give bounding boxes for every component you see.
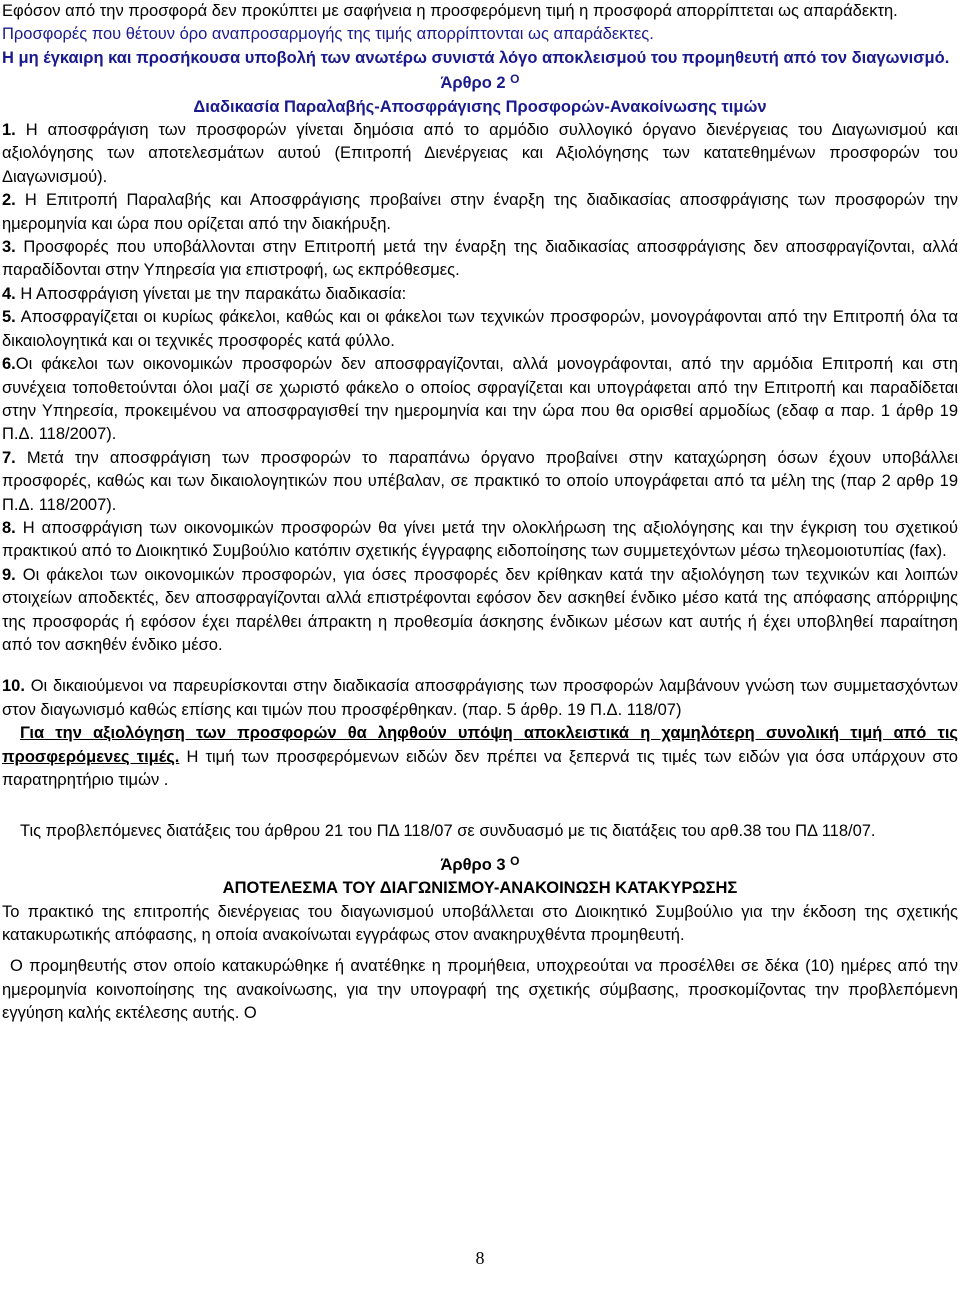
evaluation-paragraph: Για την αξιολόγηση των προσφορών θα ληφθούν υπόψη αποκλειστικά η χαμηλότερη συνολική τιμή από τις προσφερόμενες τιμές. Η τιμή των προσφερόμενων ειδών δεν πρέπει να ξεπερνά τις τιμές των ειδών για όσα υπάρχουν στο παρατηρητήριο τιμών . bbox=[2, 724, 958, 789]
list-item: 8. Η αποσφράγιση των οικονομικών προσφορών θα γίνει μετά την ολοκλήρωση της αξιολόγησης και την έγκριση του σχετικού πρακτικού από το Διοικητικό Συμβούλιο κατόπιν σχετικής έγγραφης ειδοποίησης των συμμετεχόντων μέσω τηλεομοιοτυπίας (fax). bbox=[2, 518, 958, 561]
intro-line-2: Προσφορές που θέτουν όρο αναπροσαρμογής της τιμής απορρίπτονται ως απαράδεκτες. bbox=[2, 25, 654, 44]
intro-line-1: Εφόσον από την προσφορά δεν προκύπτει με σαφήνεια η προσφερόμενη τιμή η προσφορά απορρίπτεται ως απαράδεκτη. bbox=[2, 2, 898, 20]
spacer bbox=[2, 792, 958, 814]
document-page bbox=[2, 0, 958, 1026]
provisions-paragraph: Τις προβλεπόμενες διατάξεις του άρθρου 21 του ΠΔ 118/07 σε συνδυασμό με τις διατάξεις του αρθ.38 του ΠΔ 118/07. bbox=[20, 822, 876, 841]
article-2-subtitle: Διαδικασία Παραλαβής-Αποσφράγισης Προσφορών-Ανακοίνωσης τιμών bbox=[193, 97, 767, 116]
article-2-title: Άρθρο 2 $^O$ bbox=[440, 72, 520, 93]
intro-line-3: Η μη έγκαιρη και προσήκουσα υποβολή των ανωτέρω συνιστά λόγο αποκλεισμού του προμηθευτή από τον διαγωνισμό. bbox=[2, 48, 950, 67]
list-item: 6.Οι φάκελοι των οικονομικών προσφορών δεν αποσφραγίζονται, αλλά μονογράφονται, από την αρμόδια Επιτροπή και στη συνέχεια τοποθετούνται όλοι μαζί σε χωριστό φάκελο ο οποίος σφραγίζεται και υπογράφεται από την Επιτροπή και παραδίδεται στην Υπηρεσία, προκειμένου να αποσφραγισθεί την ημερομηνία και την ώρα που θα ορισθεί αρμοδίως (εδαφ α παρ. 1 άρθρ 19 Π.Δ. 118/2007). bbox=[2, 355, 958, 444]
spacer bbox=[2, 657, 958, 675]
article-3-title: Άρθρο 3 $^O$ bbox=[440, 853, 520, 874]
article-3-paragraph-1: Το πρακτικό της επιτροπής διενέργειας του διαγωνισμού υποβάλλεται στο Διοικητικό Συμβούλιο για την έκδοση της σχετικής κατακυρωτικής απόφασης, η οποία ανακοίνωται εγγράφως στον ανακηρυχθέντα προμηθευτή. bbox=[2, 902, 958, 945]
list-item: 5. Αποσφραγίζεται οι κυρίως φάκελοι, καθώς και οι φάκελοι των τεχνικών προσφορών, μονογράφονται από την Επιτροπή όλα τα δικαιολογητικά και οι τεχνικές προσφορές κατά φύλλο. bbox=[2, 308, 958, 350]
list-item: 1. Η αποσφράγιση των προσφορών γίνεται δημόσια από το αρμόδιο συλλογικό όργανο διενέργειας του Διαγωνισμού και αξιολόγησης των αποτελεσμάτων αυτού (Επιτροπή Διενέργειας και Αξιολόγησης των κατατεθημένων προσφορών του Διαγωνισμού). bbox=[2, 121, 958, 186]
list-item: 9. Οι φάκελοι των οικονομικών προσφορών, για όσες προσφορές δεν κρίθηκαν κατά την αξιολόγηση των τεχνικών και λοιπών στοιχείων αποδεκτές, δεν αποσφραγίζονται αλλά επιστρέφονται εφόσον δεν ασκηθεί ένδικο μέσο κατά της απόφασης απόρριψης της προσφοράς ή εφόσον έχει παρέλθει άπρακτη η προθεσμία άσκησης ένδικων μέσων κατ αυτής ή έχει υποβληθεί παραίτηση από τον ασκηθέν ένδικο μέσο. bbox=[2, 565, 958, 654]
list-item: 3. Προσφορές που υποβάλλονται στην Επιτροπή μετά την έναρξη της διαδικασίας αποσφράγισης δεν αποσφραγίζονται, αλλά παραδίδονται στην Υπηρεσία για επιστροφή, ως εκπρόθεσμες. bbox=[2, 238, 958, 280]
list-item: 4. Η Αποσφράγιση γίνεται με την παρακάτω διαδικασία: bbox=[2, 284, 407, 303]
list-item: 10. Οι δικαιούμενοι να παρευρίσκονται στην διαδικασία αποσφράγισης των προσφορών λαμβάνουν γνώση των συμμετασχόντων στον διαγωνισμό καθώς επίσης και τιμών που προσφέρθηκαν. (παρ. 5 άρθρ. 19 Π.Δ. 118/07) bbox=[2, 677, 958, 719]
page-number: 8 bbox=[475, 1248, 485, 1268]
article-3-subtitle: ΑΠΟΤΕΛΕΣΜΑ ΤΟΥ ΔΙΑΓΩΝΙΣΜΟΥ-ΑΝΑΚΟΙΝΩΣΗ ΚΑΤΑΚΥΡΩΣΗΣ bbox=[222, 879, 738, 898]
article-3-paragraph-2: Ο προμηθευτής στον οποίο κατακυρώθηκε ή ανατέθηκε η προμήθεια, υποχρεούται να προσέλθει σε δέκα (10) ημέρες από την ημερομηνία κοινοποίησης της ανακοίνωσης, για την υπογραφή της σχετικής σύμβασης, προσκομίζοντας την προβλεπόμενη εγγύηση καλής εκτέλεσης αυτής. Ο bbox=[2, 957, 958, 1023]
list-item: 7. Μετά την αποσφράγιση των προσφορών το παραπάνω όργανο προβαίνει στην καταχώρηση όσων έχουν υποβάλλει προσφορές, καθώς και των δικαιολογητικών που υπέβαλαν, σε πρακτικό το οποίο υπογράφεται από τα μέλη της (παρ 2 αρθρ 19 Π.Δ. 118/2007). bbox=[2, 448, 958, 514]
list-item: 2. Η Επιτροπή Παραλαβής και Αποσφράγισης προβαίνει στην έναρξη της διαδικασίας αποσφράγισης των προσφορών την ημερομηνία και ώρα που ορίζεται από την διακήρυξη. bbox=[2, 191, 958, 233]
article-2-items bbox=[2, 119, 958, 722]
